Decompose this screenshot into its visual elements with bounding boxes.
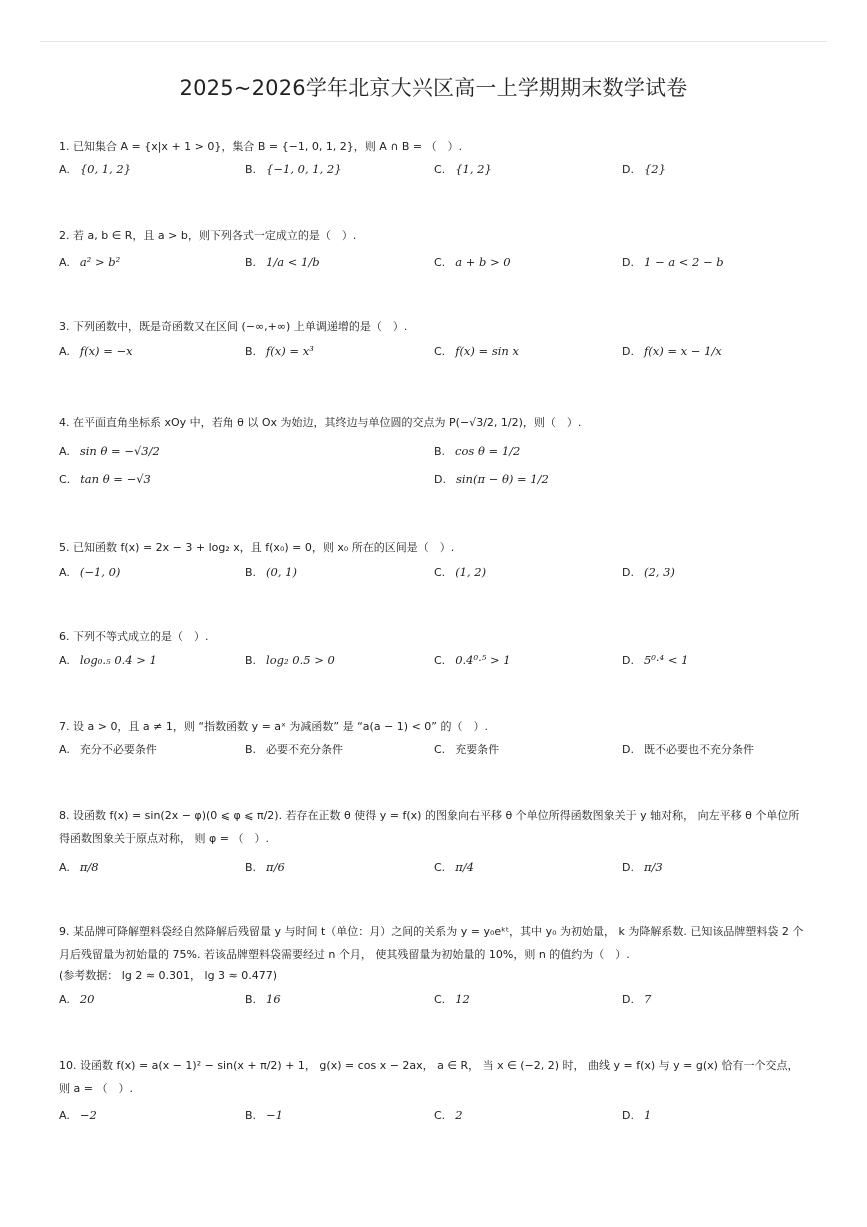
option-b[interactable]: B. 16 bbox=[245, 992, 281, 1006]
option-a[interactable]: A. (−1, 0) bbox=[59, 565, 121, 579]
option-a[interactable]: A. −2 bbox=[59, 1108, 97, 1122]
option-a[interactable]: A. sin θ = −√3/2 bbox=[59, 444, 160, 458]
option-c[interactable]: C. (1, 2) bbox=[434, 565, 487, 579]
option-row bbox=[59, 561, 809, 583]
option-b[interactable]: B. 必要不充分条件 bbox=[245, 743, 344, 756]
question-8 bbox=[59, 804, 809, 878]
option-d[interactable]: D. sin(π − θ) = 1/2 bbox=[434, 472, 549, 486]
option-b[interactable]: B. −1 bbox=[245, 1108, 283, 1122]
option-c[interactable]: C. a + b > 0 bbox=[434, 255, 511, 269]
question-2 bbox=[59, 225, 809, 273]
question-3 bbox=[59, 316, 809, 362]
option-a[interactable]: A. π/8 bbox=[59, 860, 99, 874]
option-b[interactable]: B. {−1, 0, 1, 2} bbox=[245, 162, 342, 176]
header-divider bbox=[40, 41, 827, 42]
option-b[interactable]: B. log₂ 0.5 > 0 bbox=[245, 653, 335, 667]
option-grid bbox=[59, 440, 809, 496]
question-10 bbox=[59, 1054, 809, 1126]
question-stem: 1. 已知集合 A = {x|x + 1 > 0}，集合 B = {−1, 0, 1, 2}，则 A ∩ B = （ ）. bbox=[59, 140, 463, 153]
question-stem: 6. 下列不等式成立的是（ ）. bbox=[59, 630, 209, 643]
option-c[interactable]: C. {1, 2} bbox=[434, 162, 492, 176]
option-row bbox=[59, 988, 809, 1010]
option-d[interactable]: D. 1 − a < 2 − b bbox=[622, 255, 724, 269]
question-7 bbox=[59, 716, 809, 761]
question-stem: 9. 某品牌可降解塑料袋经自然降解后残留量 y 与时间 t（单位：月）之间的关系为 y = y₀eᵏᵗ，其中 y₀ 为初始量， k 为降解系数. 已知该品牌塑料袋 2 个月后残留量为初始量的 75%. 若该品牌塑料袋需要经过 n 个月， 使其残留量为初始量的 10%，则 n 的值约为（ ）. bbox=[59, 925, 804, 961]
option-a[interactable]: A. f(x) = −x bbox=[59, 344, 133, 358]
option-d[interactable]: D. f(x) = x − 1/x bbox=[622, 344, 722, 358]
option-c[interactable]: C. 2 bbox=[434, 1108, 463, 1122]
option-c[interactable]: C. 0.4⁰·⁵ > 1 bbox=[434, 653, 511, 667]
option-d[interactable]: D. (2, 3) bbox=[622, 565, 675, 579]
question-stem: 3. 下列函数中，既是奇函数又在区间 (−∞,+∞) 上单调递增的是（ ）. bbox=[59, 320, 408, 333]
option-b[interactable]: B. (0, 1) bbox=[245, 565, 297, 579]
option-b[interactable]: B. cos θ = 1/2 bbox=[434, 444, 521, 458]
option-c[interactable]: C. π/4 bbox=[434, 860, 474, 874]
option-row bbox=[59, 739, 809, 761]
option-d[interactable]: D. 1 bbox=[622, 1108, 652, 1122]
option-c[interactable]: C. 充要条件 bbox=[434, 743, 500, 756]
option-a[interactable]: A. a² > b² bbox=[59, 255, 121, 269]
question-stem: 10. 设函数 f(x) = a(x − 1)² − sin(x + π/2) + 1， g(x) = cos x − 2ax， a ∈ R， 当 x ∈ (−2, 2) 时， 曲线 y = f(x) 与 y = g(x) 恰有一个交点， 则 a = （ ）. bbox=[59, 1059, 799, 1095]
option-row bbox=[59, 251, 809, 273]
option-c[interactable]: C. 12 bbox=[434, 992, 470, 1006]
option-a[interactable]: A. 20 bbox=[59, 992, 95, 1006]
option-d[interactable]: D. 7 bbox=[622, 992, 652, 1006]
page-title: 2025~2026学年北京大兴区高一上学期期末数学试卷 bbox=[179, 76, 688, 100]
option-row bbox=[59, 158, 809, 180]
question-stem: 5. 已知函数 f(x) = 2x − 3 + log₂ x，且 f(x₀) = 0，则 x₀ 所在的区间是（ ）. bbox=[59, 541, 455, 554]
option-d[interactable]: D. {2} bbox=[622, 162, 666, 176]
question-stem: 4. 在平面直角坐标系 xOy 中，若角 θ 以 Ox 为始边，其终边与单位圆的交点为 P(−√3/2, 1/2)，则（ ）. bbox=[59, 416, 582, 429]
option-row bbox=[59, 649, 809, 671]
option-a[interactable]: A. {0, 1, 2} bbox=[59, 162, 132, 176]
reference-data-note: (参考数据： lg 2 ≈ 0.301， lg 3 ≈ 0.477) bbox=[59, 969, 278, 982]
question-5 bbox=[59, 537, 809, 583]
question-stem: 8. 设函数 f(x) = sin(2x − φ)(0 ⩽ φ ⩽ π/2). 若存在正数 θ 使得 y = f(x) 的图象向右平移 θ 个单位所得函数图象关于 y 轴对称， 向左平移 θ 个单位所得函数图象关于原点对称， 则 φ = （ ）. bbox=[59, 809, 800, 845]
option-b[interactable]: B. f(x) = x³ bbox=[245, 344, 314, 358]
question-stem: 2. 若 a, b ∈ R，且 a > b，则下列各式一定成立的是（ ）. bbox=[59, 229, 357, 242]
option-c[interactable]: C. tan θ = −√3 bbox=[59, 472, 151, 486]
option-a[interactable]: A. log₀.₅ 0.4 > 1 bbox=[59, 653, 157, 667]
question-6 bbox=[59, 626, 809, 671]
question-9 bbox=[59, 920, 809, 1010]
option-row bbox=[59, 340, 809, 362]
option-row bbox=[59, 856, 809, 878]
option-b[interactable]: B. 1/a < 1/b bbox=[245, 255, 320, 269]
option-c[interactable]: C. f(x) = sin x bbox=[434, 344, 519, 358]
question-stem: 7. 设 a > 0，且 a ≠ 1，则 “指数函数 y = aˣ 为减函数” 是 “a(a − 1) < 0” 的（ ）. bbox=[59, 720, 488, 733]
question-4 bbox=[59, 412, 809, 496]
question-1 bbox=[59, 136, 809, 180]
option-row bbox=[59, 1104, 809, 1126]
option-d[interactable]: D. 5⁰·⁴ < 1 bbox=[622, 653, 689, 667]
option-a[interactable]: A. 充分不必要条件 bbox=[59, 743, 157, 756]
option-b[interactable]: B. π/6 bbox=[245, 860, 285, 874]
option-d[interactable]: D. 既不必要也不充分条件 bbox=[622, 743, 754, 756]
option-d[interactable]: D. π/3 bbox=[622, 860, 663, 874]
